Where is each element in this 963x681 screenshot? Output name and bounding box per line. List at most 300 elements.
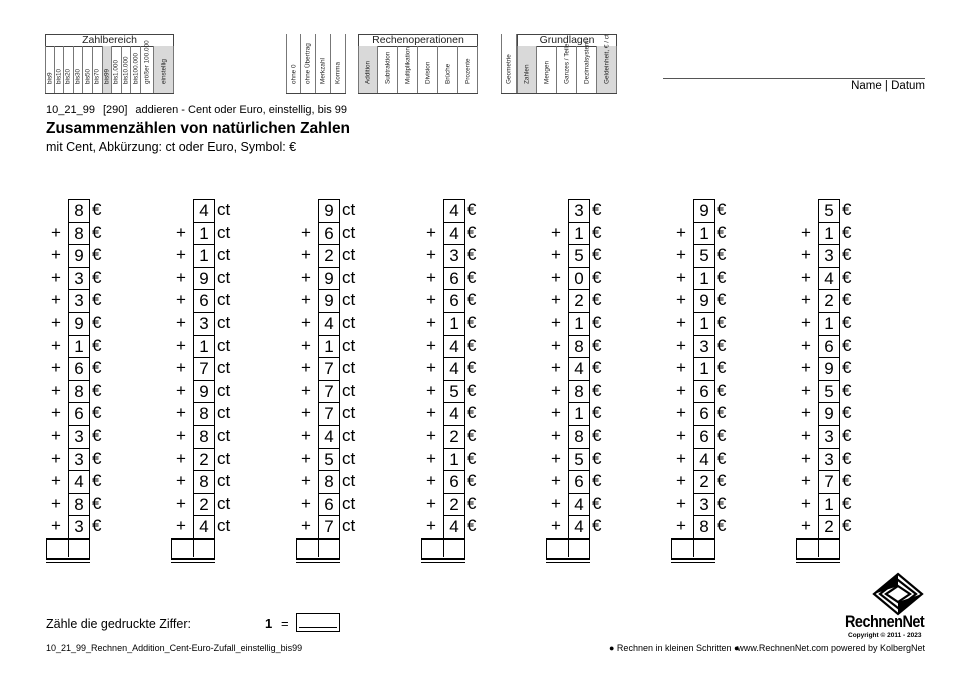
header-col: [358, 46, 378, 94]
addend-row: [421, 244, 511, 267]
header-col: [74, 46, 84, 94]
addend-row: [671, 267, 761, 290]
digit-cell: 3: [68, 448, 90, 471]
plus-sign: +: [51, 426, 61, 445]
header-col-label: Subtraktion: [384, 51, 391, 84]
header-col-limit: 50: [84, 68, 92, 76]
addend-row: [296, 493, 386, 516]
page-subtitle: mit Cent, Abkürzung: ct oder Euro, Symbol: €: [46, 140, 297, 154]
header-group-0: [45, 34, 174, 94]
digit-cell: 3: [68, 267, 90, 290]
unit-label: €: [717, 200, 727, 219]
unit-label: €: [842, 335, 852, 355]
addend-row: [796, 357, 886, 380]
digit-cell: 7: [318, 357, 340, 380]
header-col-label: bis: [112, 75, 120, 84]
addend-row: [46, 493, 136, 516]
unit-label: €: [592, 358, 602, 378]
unit-label: €: [592, 200, 602, 219]
plus-sign: +: [426, 448, 436, 468]
digit-cell: 6: [693, 380, 715, 403]
digit-cell: 1: [693, 267, 715, 290]
digit-cell: 2: [568, 289, 590, 312]
unit-label: €: [92, 516, 102, 536]
header-col: [501, 34, 517, 94]
plus-sign: +: [51, 448, 61, 468]
plus-sign: +: [301, 448, 311, 468]
digit-cell: 9: [818, 357, 840, 380]
addend-row: [46, 448, 136, 471]
plus-sign: +: [426, 493, 436, 513]
name-date-label: Name | Datum: [851, 80, 925, 92]
plus-sign: +: [676, 313, 686, 332]
digit-cell: 3: [568, 199, 590, 222]
unit-label: €: [842, 493, 852, 513]
digit-cell: 9: [318, 289, 340, 312]
digit-cell: 8: [568, 335, 590, 358]
unit-label: ct: [342, 335, 356, 355]
header-col: [286, 34, 301, 94]
plus-sign: +: [801, 358, 811, 378]
plus-sign: +: [676, 222, 686, 242]
digit-cell: 2: [193, 448, 215, 471]
addend-row: [796, 470, 886, 493]
header-col-limit: 1.000: [112, 60, 120, 76]
unit-label: ct: [342, 267, 356, 287]
unit-label: €: [717, 403, 727, 423]
digit-cell: 9: [68, 312, 90, 335]
digit-cell: 7: [318, 380, 340, 403]
digit-cell: 9: [693, 289, 715, 312]
digit-cell: 2: [193, 493, 215, 516]
digit-cell: 2: [443, 425, 465, 448]
sum-answer-cells[interactable]: [546, 538, 590, 560]
plus-sign: +: [301, 403, 311, 423]
header-col-label: bis: [74, 75, 82, 84]
plus-sign: +: [801, 471, 811, 491]
digit-cell: 1: [818, 312, 840, 335]
header-col-label: bis: [122, 75, 130, 84]
plus-sign: +: [51, 516, 61, 536]
digit-cell: 1: [568, 312, 590, 335]
digit-cell: 9: [68, 244, 90, 267]
header-col: [93, 46, 103, 94]
header-col: [55, 46, 65, 94]
header-col: [83, 46, 93, 94]
plus-sign: +: [426, 471, 436, 491]
unit-label: €: [92, 335, 102, 355]
digit-cell: 5: [568, 448, 590, 471]
plus-sign: +: [51, 403, 61, 423]
plus-sign: +: [426, 245, 436, 265]
digit-cell: 1: [568, 222, 590, 245]
addend-row: [796, 312, 886, 335]
unit-label: €: [717, 516, 727, 536]
addend-row: [296, 448, 386, 471]
unit-label: ct: [342, 290, 356, 310]
addend-row: [421, 289, 511, 312]
addend-row: [46, 380, 136, 403]
plus-sign: +: [301, 245, 311, 265]
addend-row: [46, 335, 136, 358]
unit-label: €: [717, 267, 727, 287]
digit-cell: 1: [818, 222, 840, 245]
addend-row: [546, 289, 636, 312]
unit-label: ct: [217, 426, 231, 445]
digit-cell: 9: [693, 199, 715, 222]
plus-sign: +: [676, 290, 686, 310]
plus-sign: +: [301, 471, 311, 491]
unit-label: ct: [342, 358, 356, 378]
unit-label: ct: [342, 222, 356, 242]
header-col: [331, 34, 346, 94]
addend-row: [171, 335, 261, 358]
unit-label: €: [467, 426, 477, 445]
header-col-label: Dezimalsystem: [583, 40, 590, 84]
digit-cell: 3: [693, 335, 715, 358]
digit-cell: 1: [68, 335, 90, 358]
addend-row: [546, 357, 636, 380]
addend-row: [546, 425, 636, 448]
digit-cell: 4: [68, 470, 90, 493]
plus-sign: +: [551, 358, 561, 378]
plus-sign: +: [426, 358, 436, 378]
unit-label: ct: [217, 267, 231, 287]
plus-sign: +: [801, 380, 811, 400]
digit-cell: 4: [318, 312, 340, 335]
plus-sign: +: [676, 335, 686, 355]
addend-row: [171, 448, 261, 471]
sum-answer-cells[interactable]: [46, 538, 90, 560]
unit-label: €: [592, 448, 602, 468]
addend-row: [421, 515, 511, 538]
header-col-limit: 20: [64, 68, 72, 76]
unit-label: €: [92, 448, 102, 468]
digit-cell: 4: [443, 222, 465, 245]
count-equals: =: [281, 616, 289, 631]
plus-sign: +: [426, 290, 436, 310]
unit-label: €: [717, 245, 727, 265]
header-group-title: Grundlagen: [517, 34, 617, 47]
unit-label: ct: [217, 358, 231, 378]
addend-row: [171, 515, 261, 538]
header-col-label: Division: [424, 61, 431, 84]
addend-row: [796, 335, 886, 358]
count-digit: 1: [265, 616, 273, 631]
digit-cell: 1: [443, 448, 465, 471]
plus-sign: +: [51, 290, 61, 310]
digit-cell: 3: [818, 244, 840, 267]
sum-answer-cells[interactable]: [421, 538, 465, 560]
unit-label: €: [92, 245, 102, 265]
plus-sign: +: [176, 448, 186, 468]
worksheet-code: 10_21_99: [46, 104, 95, 116]
digit-cell: 6: [443, 470, 465, 493]
plus-sign: +: [426, 313, 436, 332]
unit-label: €: [842, 403, 852, 423]
plus-sign: +: [51, 471, 61, 491]
plus-sign: +: [426, 516, 436, 536]
digit-cell: 9: [818, 402, 840, 425]
digit-cell: 5: [818, 380, 840, 403]
digit-cell: 3: [818, 425, 840, 448]
header-col-limit: 70: [93, 68, 101, 76]
plus-sign: +: [51, 335, 61, 355]
digit-cell: 8: [68, 380, 90, 403]
addend-row: [421, 380, 511, 403]
header-col-label: bis: [84, 75, 92, 84]
header-col: [112, 46, 122, 94]
plus-sign: +: [176, 403, 186, 423]
header-col: [154, 46, 174, 94]
plus-sign: +: [801, 267, 811, 287]
digit-cell: 3: [818, 448, 840, 471]
addend-row: [671, 470, 761, 493]
addend-row: [46, 425, 136, 448]
header-col-label: Geldeinheit, € / ct: [603, 34, 610, 84]
plus-sign: +: [301, 290, 311, 310]
header-col: [131, 46, 141, 94]
addend-row: [671, 199, 761, 222]
digit-cell: 1: [693, 312, 715, 335]
plus-sign: +: [676, 493, 686, 513]
addend-row: [796, 493, 886, 516]
addend-row: [796, 244, 886, 267]
digit-cell: 8: [68, 199, 90, 222]
plus-sign: +: [176, 358, 186, 378]
digit-cell: 6: [693, 402, 715, 425]
addend-row: [296, 380, 386, 403]
addend-row: [671, 357, 761, 380]
header-col-label: Zahlen: [523, 64, 531, 84]
unit-label: €: [467, 313, 477, 332]
unit-label: €: [842, 313, 852, 332]
digit-cell: 4: [443, 199, 465, 222]
unit-label: €: [592, 493, 602, 513]
digit-cell: 1: [443, 312, 465, 335]
header-col-label: Multiplikation: [404, 47, 411, 84]
worksheet-number: [290]: [102, 104, 128, 116]
addend-row: [546, 515, 636, 538]
addend-row: [421, 312, 511, 335]
sum-answer-cells[interactable]: [296, 538, 340, 560]
digit-cell: 6: [568, 470, 590, 493]
header-col: [64, 46, 74, 94]
digit-cell: 6: [443, 289, 465, 312]
unit-label: €: [717, 380, 727, 400]
addend-row: [296, 470, 386, 493]
unit-label: €: [592, 290, 602, 310]
unit-label: €: [592, 245, 602, 265]
digit-cell: 9: [193, 267, 215, 290]
digit-cell: 1: [193, 335, 215, 358]
unit-label: €: [592, 403, 602, 423]
count-label: Zähle die gedruckte Ziffer:: [46, 617, 191, 631]
unit-label: ct: [342, 403, 356, 423]
digit-cell: 1: [193, 244, 215, 267]
unit-label: €: [467, 493, 477, 513]
digit-cell: 8: [193, 425, 215, 448]
plus-sign: +: [301, 493, 311, 513]
digit-cell: 6: [318, 493, 340, 516]
header-col: [438, 46, 458, 94]
unit-label: €: [92, 426, 102, 445]
addend-row: [546, 312, 636, 335]
plus-sign: +: [176, 267, 186, 287]
addend-row: [421, 448, 511, 471]
header-col: [458, 46, 478, 94]
header-group-1: [286, 34, 346, 94]
addend-row: [46, 222, 136, 245]
plus-sign: +: [676, 245, 686, 265]
addend-row: [46, 402, 136, 425]
sum-answer-cells[interactable]: [171, 538, 215, 560]
plus-sign: +: [676, 380, 686, 400]
plus-sign: +: [676, 403, 686, 423]
addend-row: [546, 470, 636, 493]
header-col-label: bis: [93, 75, 101, 84]
plus-sign: +: [551, 313, 561, 332]
plus-sign: +: [551, 290, 561, 310]
plus-sign: +: [301, 358, 311, 378]
addend-row: [796, 448, 886, 471]
unit-label: ct: [217, 313, 231, 332]
header-col: [557, 43, 577, 94]
unit-label: ct: [342, 426, 356, 445]
unit-label: €: [592, 471, 602, 491]
digit-cell: 6: [818, 335, 840, 358]
unit-label: ct: [217, 222, 231, 242]
plus-sign: +: [176, 290, 186, 310]
digit-cell: 1: [193, 222, 215, 245]
unit-label: €: [842, 358, 852, 378]
digit-cell: 2: [443, 493, 465, 516]
unit-label: €: [842, 380, 852, 400]
header-col-label: Ganzes / Teile: [563, 43, 570, 84]
addend-row: [796, 267, 886, 290]
unit-label: ct: [342, 380, 356, 400]
unit-label: €: [467, 403, 477, 423]
plus-sign: +: [801, 426, 811, 445]
unit-label: €: [717, 358, 727, 378]
plus-sign: +: [301, 267, 311, 287]
addend-row: [171, 357, 261, 380]
header-col-limit: 100.000: [132, 52, 140, 76]
addend-row: [296, 289, 386, 312]
addend-row: [421, 402, 511, 425]
digit-cell: 5: [443, 380, 465, 403]
header-col: [418, 46, 438, 94]
plus-sign: +: [176, 245, 186, 265]
digit-cell: 7: [818, 470, 840, 493]
addend-row: [796, 222, 886, 245]
plus-sign: +: [676, 267, 686, 287]
addend-row: [796, 425, 886, 448]
addend-row: [296, 402, 386, 425]
header-col-limit: 99: [103, 68, 111, 76]
plus-sign: +: [176, 222, 186, 242]
plus-sign: +: [676, 471, 686, 491]
header-col-label: Mengen: [543, 60, 550, 84]
addend-row: [296, 425, 386, 448]
addend-row: [546, 335, 636, 358]
unit-label: €: [592, 516, 602, 536]
header-col-label: bis: [103, 75, 111, 84]
worksheet-description: addieren - Cent oder Euro, einstellig, bis 99: [135, 104, 347, 116]
addend-row: [421, 222, 511, 245]
addend-row: [796, 380, 886, 403]
header-group-4: [517, 34, 617, 94]
powered-by: www.RechnenNet.com powered by KolbergNet: [737, 643, 925, 653]
unit-label: €: [92, 471, 102, 491]
unit-label: ct: [217, 335, 231, 355]
header-col-label: ohne Übertrag: [304, 43, 312, 84]
plus-sign: +: [301, 313, 311, 332]
digit-cell: 6: [68, 357, 90, 380]
digit-cell: 2: [818, 515, 840, 538]
slogan: ● Rechnen in kleinen Schritten ●: [609, 643, 740, 653]
digit-cell: 8: [193, 470, 215, 493]
plus-sign: +: [51, 313, 61, 332]
addend-row: [296, 515, 386, 538]
plus-sign: +: [801, 313, 811, 332]
brand-name: RechnenNet: [845, 612, 925, 631]
unit-label: €: [592, 222, 602, 242]
unit-label: €: [467, 222, 477, 242]
unit-label: €: [717, 448, 727, 468]
unit-label: €: [92, 313, 102, 332]
count-answer-box[interactable]: [296, 613, 340, 632]
unit-label: €: [92, 380, 102, 400]
addend-row: [171, 425, 261, 448]
name-line: [663, 78, 925, 79]
header-col-label: bis: [132, 75, 140, 84]
digit-cell: 4: [568, 515, 590, 538]
addend-row: [171, 493, 261, 516]
addend-row: [421, 335, 511, 358]
unit-label: ct: [342, 313, 356, 332]
sum-answer-cells[interactable]: [796, 538, 840, 560]
addend-row: [171, 380, 261, 403]
plus-sign: +: [801, 335, 811, 355]
header-group-2: [358, 34, 478, 94]
plus-sign: +: [176, 471, 186, 491]
addend-row: [671, 289, 761, 312]
addend-row: [546, 199, 636, 222]
addend-row: [421, 199, 511, 222]
digit-cell: 2: [693, 470, 715, 493]
sum-answer-cells[interactable]: [671, 538, 715, 560]
addend-row: [421, 425, 511, 448]
plus-sign: +: [801, 222, 811, 242]
digit-cell: 6: [318, 222, 340, 245]
addend-row: [796, 289, 886, 312]
addend-row: [46, 312, 136, 335]
plus-sign: +: [51, 493, 61, 513]
header-col: [378, 46, 398, 94]
file-name: 10_21_99_Rechnen_Addition_Cent-Euro-Zufall_einstellig_bis99: [46, 643, 303, 653]
plus-sign: +: [51, 358, 61, 378]
digit-cell: 4: [443, 515, 465, 538]
digit-cell: 3: [443, 244, 465, 267]
digit-cell: 8: [693, 515, 715, 538]
plus-sign: +: [426, 267, 436, 287]
plus-sign: +: [801, 290, 811, 310]
addend-row: [671, 380, 761, 403]
header-col-label: ohne 0: [290, 64, 297, 84]
unit-label: €: [842, 471, 852, 491]
unit-label: €: [592, 380, 602, 400]
